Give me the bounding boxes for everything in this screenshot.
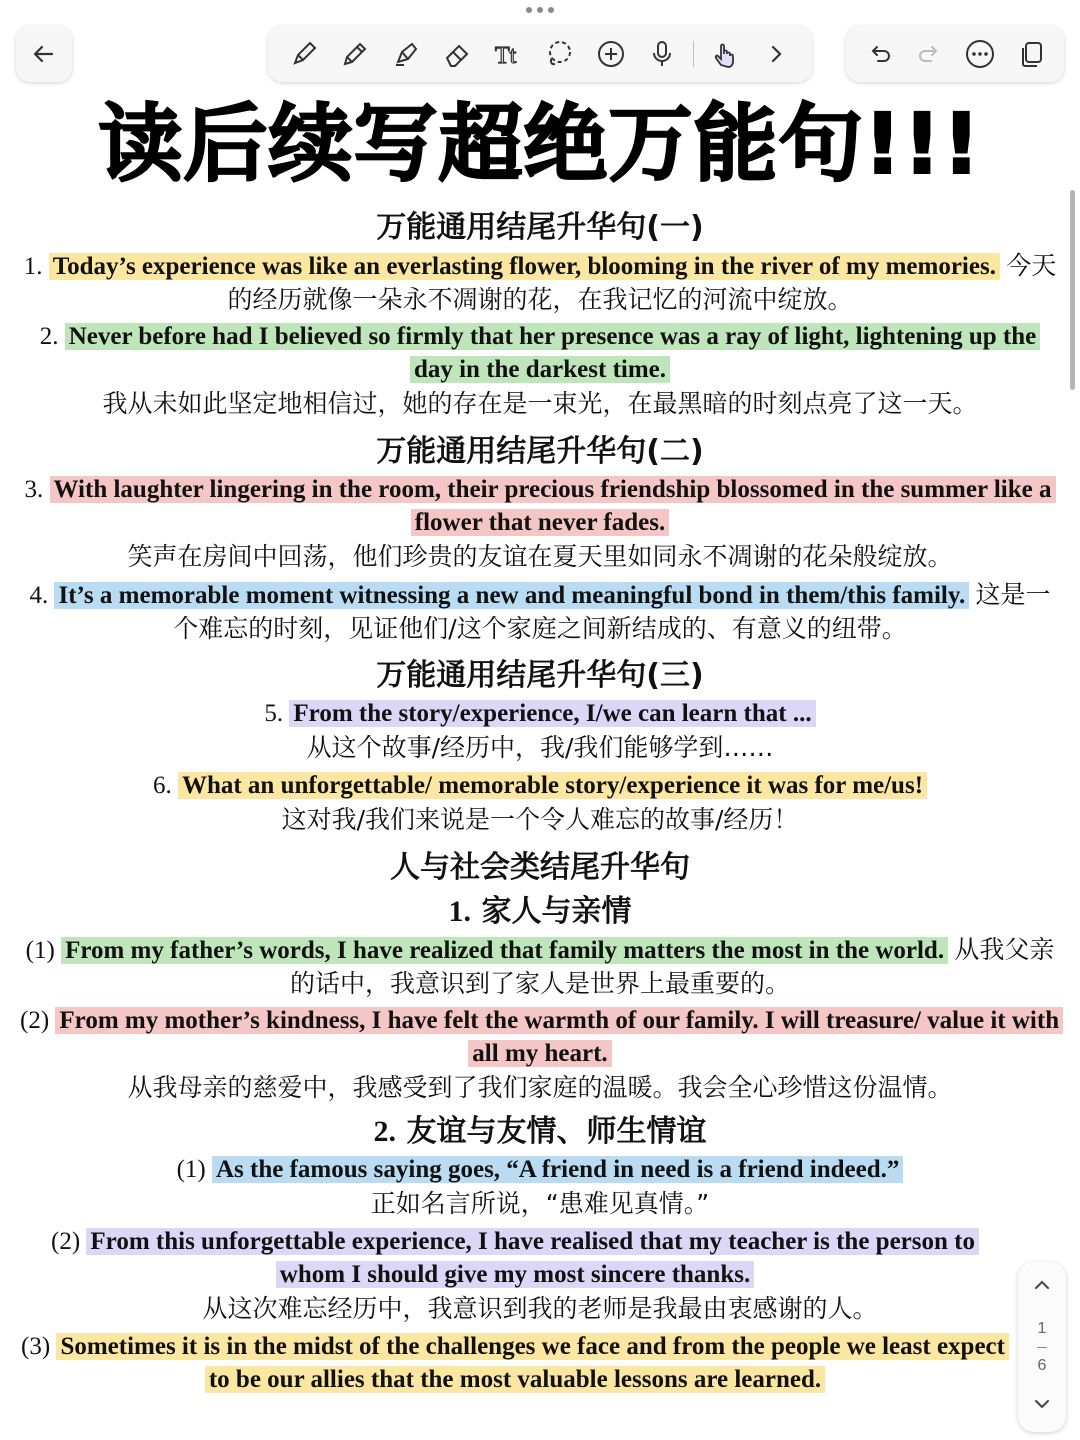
page-indicator [1037, 1319, 1047, 1376]
drawing-toolbar [268, 26, 812, 82]
friend-sentence-2: (2) From this unforgettable experience, I have realised that my teacher is the person to whom I should give my most sincere thanks. [0, 1225, 1080, 1291]
toolbar-separator [693, 41, 694, 67]
friend-sentence-2-translation: 从这次难忘经历中，我意识到我的老师是我最由衷感谢的人。 [202, 1294, 878, 1323]
text-tool-icon[interactable] [488, 34, 528, 74]
add-circle-icon[interactable] [591, 34, 631, 74]
more-icon[interactable] [960, 34, 1000, 74]
subsection-family: 1. 家人与亲情 [448, 894, 632, 929]
page-down-icon[interactable] [1031, 1393, 1053, 1420]
sentence-2: 2. Never before had I believed so firmly that her presence was a ray of light, lightening up the day in the darkest time. [0, 320, 1080, 386]
sentence-3: 3. With laughter lingering in the room, their precious friendship blossomed in the summer like a flower that never fades. [0, 473, 1080, 539]
family-sentence-1: (1) From my father’s words, I have realized that family matters the most in the world. 从我父亲的话中，我意识到了家人是世界上最重要的。 [25, 935, 1055, 998]
section-heading-3: 万能通用结尾升华句(三) [376, 658, 704, 693]
family-sentence-2-translation: 从我母亲的慈爱中，我感受到了我们家庭的温暖。我会全心珍惜这份温情。 [127, 1073, 953, 1102]
page-title: 读后续写超绝万能句!!! [98, 95, 982, 193]
chevron-right-icon[interactable] [756, 34, 796, 74]
undo-icon[interactable] [859, 34, 899, 74]
subsection-friendship: 2. 友谊与友情、师生情谊 [373, 1114, 707, 1149]
eraser-icon[interactable] [437, 34, 477, 74]
redo-icon[interactable] [910, 34, 950, 74]
window-drag-handle[interactable] [525, 7, 555, 17]
note-page[interactable] [0, 88, 1080, 1396]
current-page: 1 [1037, 1319, 1047, 1337]
pen-icon[interactable] [284, 34, 324, 74]
scrollbar[interactable] [1070, 190, 1075, 390]
microphone-icon[interactable] [642, 34, 682, 74]
friend-sentence-1-translation: 正如名言所说，“患难见真情。” [370, 1189, 710, 1218]
friend-sentence-1: (1) As the famous saying goes, “A friend in need is a friend indeed.” [0, 1153, 1080, 1186]
section-heading-1: 万能通用结尾升华句(一) [376, 210, 704, 245]
sentence-1: 1. Today’s experience was like an everlasting flower, blooming in the river of my memories. 今天的经历就像一朵永不凋谢的花，在我记忆的河流中绽放。 [23, 251, 1057, 314]
family-sentence-2: (2) From my mother’s kindness, I have felt the warmth of our family. I will treasure/ value it with all my heart. [0, 1004, 1080, 1070]
page-navigator [1018, 1262, 1066, 1432]
sentence-6-translation: 这对我/我们来说是一个令人难忘的故事/经历！ [281, 805, 799, 834]
back-toolbar [16, 26, 72, 82]
total-pages: 6 [1037, 1356, 1047, 1374]
page-up-icon[interactable] [1031, 1274, 1053, 1301]
sentence-6: 6. What an unforgettable/ memorable story/experience it was for me/us! [0, 769, 1080, 802]
back-arrow-icon[interactable] [24, 34, 64, 74]
svg-text:Tt: Tt [495, 43, 517, 69]
touch-hand-icon[interactable] [705, 34, 745, 74]
sentence-2-translation: 我从未如此坚定地相信过，她的存在是一束光，在最黑暗的时刻点亮了这一天。 [102, 389, 978, 418]
copy-pages-icon[interactable] [1011, 34, 1051, 74]
friend-sentence-3: (3) Sometimes it is in the midst of the challenges we face and from the people we least expect to be our allies that the most valuable lessons are learned. [0, 1330, 1080, 1396]
sentence-3-translation: 笑声在房间中回荡，他们珍贵的友谊在夏天里如同永不凋谢的花朵般绽放。 [127, 542, 953, 571]
sentence-5: 5. From the story/experience, I/we can learn that ... [0, 697, 1080, 730]
section-heading-4: 人与社会类结尾升华句 [390, 850, 690, 885]
sentence-4: 4. It’s a memorable moment witnessing a new and meaningful bond in them/this family. 这是一个难忘的时刻，见证他们/这个家庭之间新结成的、有意义的纽带。 [29, 580, 1051, 643]
sentence-5-translation: 从这个故事/经历中，我/我们能够学到…… [306, 733, 774, 762]
pencil-icon[interactable] [335, 34, 375, 74]
document-actions-toolbar [846, 26, 1064, 82]
section-heading-2: 万能通用结尾升华句(二) [376, 434, 704, 469]
lasso-icon[interactable] [539, 34, 579, 74]
highlighter-icon[interactable] [386, 34, 426, 74]
